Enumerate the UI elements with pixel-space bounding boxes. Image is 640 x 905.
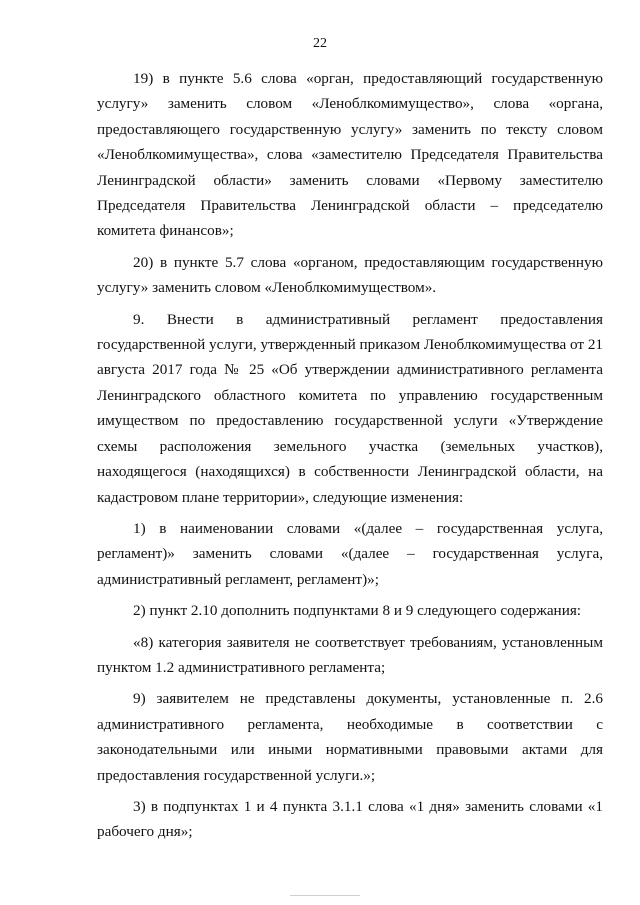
page-number: 22 bbox=[313, 36, 327, 51]
paragraph-item-20: 20) в пункте 5.7 слова «органом, предоставляющим государственную услугу» заменить словом «Леноблкомимуществом». bbox=[97, 253, 603, 297]
paragraph-quote-9: 9) заявителем не представлены документы, установленные п. 2.6 административного регламента, необходимые в соответствии с законодательными или иными нормативными правовыми актами для предоставления государственной услуги.»; bbox=[97, 690, 603, 784]
document-body bbox=[97, 66, 603, 851]
bottom-divider bbox=[290, 895, 360, 896]
paragraph-subitem-1: 1) в наименовании словами «(далее – государственная услуга, регламент)» заменить словами «(далее – государственная услуга, административный регламент, регламент)»; bbox=[97, 519, 603, 588]
paragraph-subitem-3: 3) в подпунктах 1 и 4 пункта 3.1.1 слова «1 дня» заменить словами «1 рабочего дня»; bbox=[97, 797, 603, 841]
paragraph-item-19: 19) в пункте 5.6 слова «орган, предоставляющий государственную услугу» заменить словом «Леноблкомимущество», слова «органа, предоставляющего государственную услугу» заменить по тексту словом «Леноблкомимущества», слова «заместителю Председателя Правительства Ленинградской области» заменить словами «Первому заместителю Председателя Правительства Ленинградской области – председателю комитета финансов»; bbox=[97, 70, 603, 240]
paragraph-quote-8: «8) категория заявителя не соответствует требованиям, установленным пунктом 1.2 административного регламента; bbox=[97, 633, 603, 676]
paragraph-section-9: 9. Внести в административный регламент предоставления государственной услуги, утвержденный приказом Леноблкомимущества от 21 августа 2017 года № 25 «Об утверждении административного регламента Ленинградского областного комитета по управлению государственным имуществом по предоставлению государственной услуги «Утверждение схемы расположения земельного участка (земельных участков), находящегося (находящихся) в собственности Ленинградской области, на кадастровом плане территории», следующие изменения: bbox=[97, 310, 604, 506]
paragraph-subitem-2: 2) пункт 2.10 дополнить подпунктами 8 и 9 следующего содержания: bbox=[133, 602, 582, 620]
